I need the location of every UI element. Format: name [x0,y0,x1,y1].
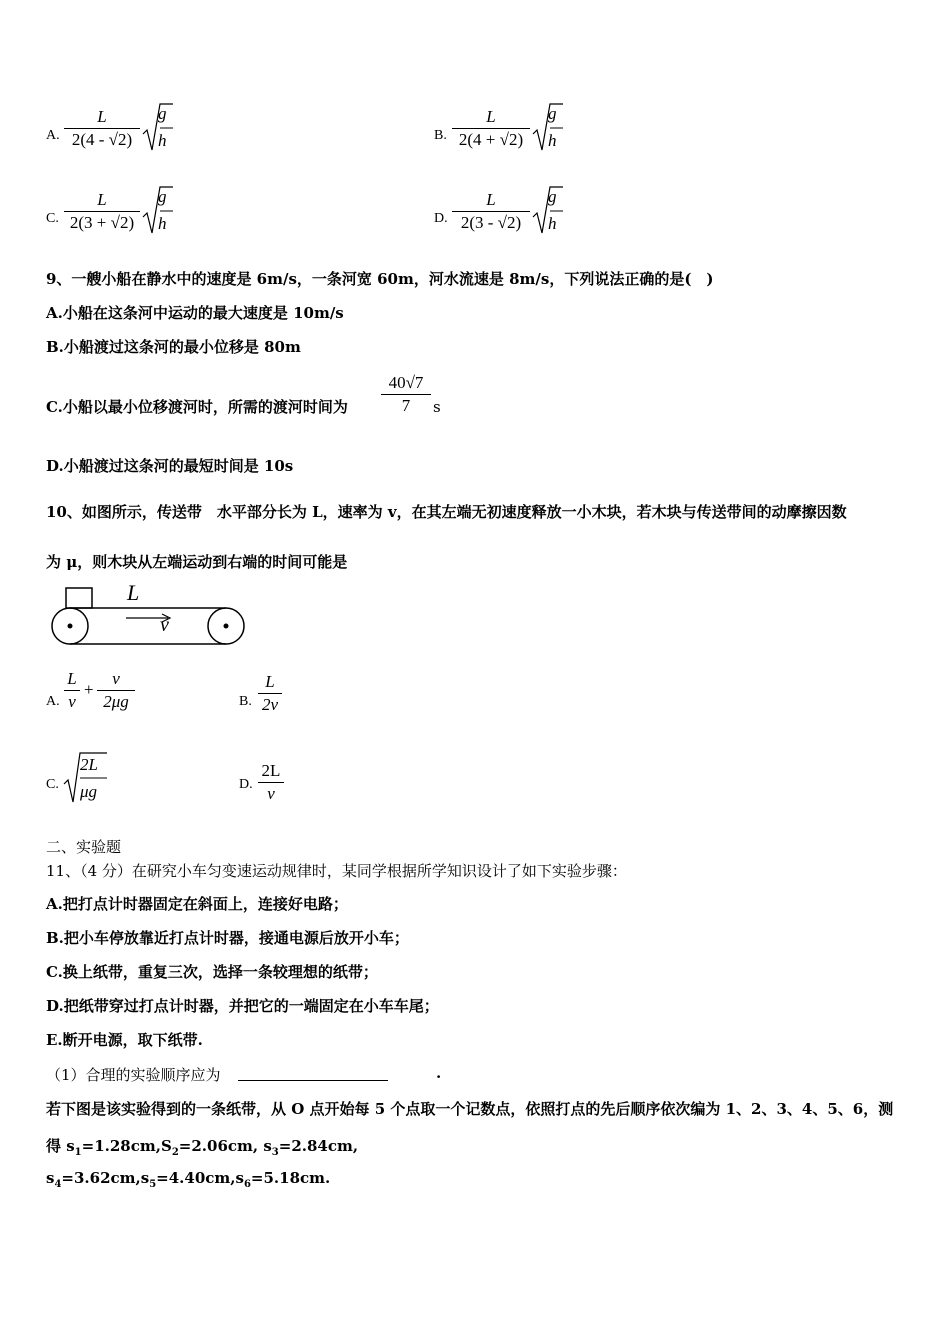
q11-step-e: E.断开电源，取下纸带. [46,1031,203,1049]
option-label: D. [434,211,448,226]
root-num: g [548,104,557,123]
fraction: L 2(3 - √2) [452,189,530,234]
q11-part1: （1）合理的实验顺序应为 [46,1066,221,1084]
answer-blank[interactable] [238,1080,388,1081]
q10-stem-line1: 10、如图所示，传送带 水平部分长为 L，速率为 v，在其左端无初速度释放一小木块，若木块与传送带间的动摩擦因数 [46,503,847,521]
option-label: B. [434,128,447,143]
q10-c-den: μg [80,782,98,801]
option-label: A. [46,128,60,143]
q11-step-c: C.换上纸带，重复三次，选择一条较理想的纸带； [46,963,378,981]
q11-para1: 若下图是该实验得到的一条纸带，从 O 点开始每 5 个点取一个记数点，依照打点的先后顺序依次编为 1、2、3、4、5、6，测 [46,1100,894,1118]
option-label: C. [46,211,59,226]
root-den: h [548,131,557,150]
q9-c-unit: s [433,398,441,416]
q11-para2: 得 $s_1=1.28cm,S_2=2.06cm$, $s_3=2.84cm$, [46,1137,359,1158]
q10-c-num: 2L [80,755,98,774]
root-num: g [158,187,167,206]
plus-sign: + [84,680,94,699]
root-den: h [548,214,557,233]
q10-b-label: B. [239,694,252,709]
q9-option-b: B.小船渡过这条河的最小位移是 80m [46,338,301,356]
q11-part1-end: . [436,1064,442,1082]
section-title: 二、实验题 [46,838,122,856]
root-den: h [158,214,167,233]
q10-b-frac: L 2v [258,671,282,716]
q10-c-label: C. [46,777,59,792]
q9-stem: 9、一艘小船在静水中的速度是 6m/s，一条河宽 60m，河水流速是 8m/s，下列说法正确的是( ) [46,270,714,288]
root-num: g [548,187,557,206]
q11-step-b: B.把小车停放靠近打点计时器，接通电源后放开小车； [46,929,409,947]
root-den: h [158,131,167,150]
root-num: g [158,104,167,123]
q9-c-fraction: 40√7 7 [381,372,431,417]
q11-stem: 11、（4 分）在研究小车匀变速运动规律时，某同学根据所学知识设计了如下实验步骤： [46,862,627,880]
q9-option-c: C.小船以最小位移渡河时，所需的渡河时间为 [46,398,348,416]
q10-a-label: A. [46,694,60,709]
q11-step-d: D.把纸带穿过打点计时器，并把它的一端固定在小车车尾； [46,997,439,1015]
q11-step-a: A.把打点计时器固定在斜面上，连接好电路； [46,895,348,913]
fraction: L 2(4 + √2) [452,106,530,151]
q10-stem-line2: 为 μ，则木块从左端运动到右端的时间可能是 [46,553,348,571]
fraction: L 2(4 - √2) [64,106,140,151]
q10-a-frac1: L v [64,668,80,713]
fig-label-v: v [160,614,169,636]
q9-option-a: A.小船在这条河中运动的最大速度是 10m/s [46,304,344,322]
q9-option-d: D.小船渡过这条河的最短时间是 10s [46,457,294,475]
q11-para3: $s_4=3.62cm,s_5=4.40cm,s_6=5.18cm$. [46,1169,331,1190]
fig-label-L: L [127,580,140,605]
q10-a-frac2: v 2μg [97,668,135,713]
wooden-block [66,588,92,608]
fraction: L 2(3 + √2) [64,189,140,234]
conveyor-belt-diagram [46,582,250,650]
q10-d-label: D. [239,777,253,792]
q10-d-frac: 2L v [258,760,284,805]
